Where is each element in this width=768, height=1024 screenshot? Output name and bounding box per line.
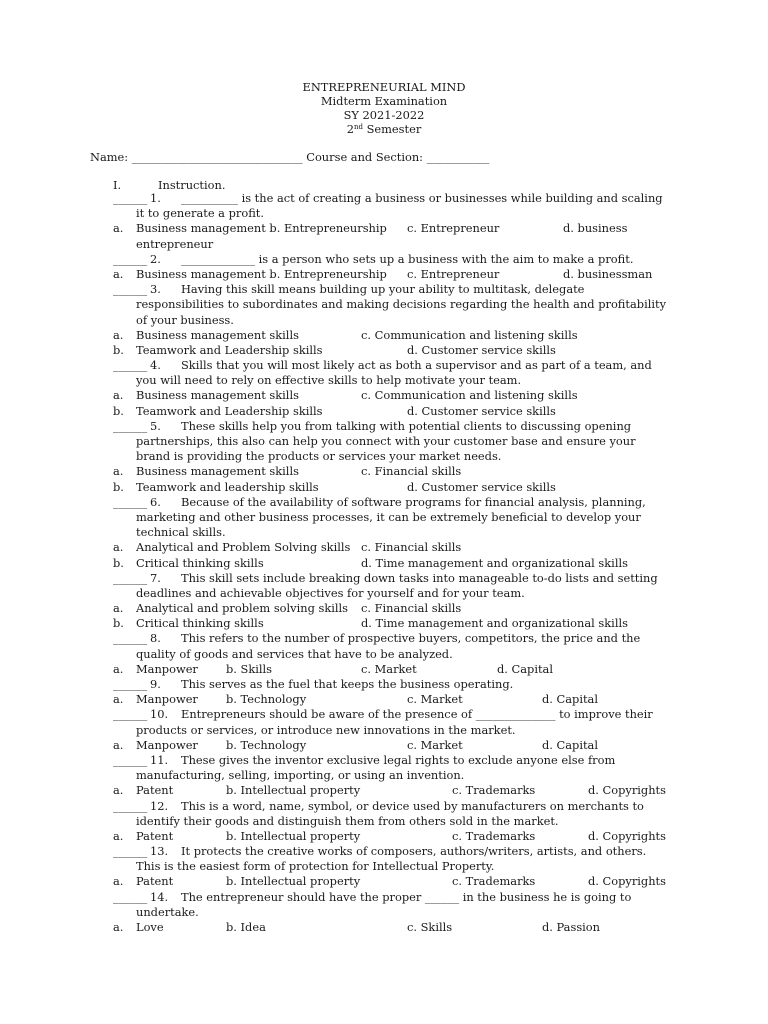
question-text-line: undertake.: [136, 904, 199, 919]
question-text-line: responsibilities to subordinates and making decisions regarding the health and profitability: [136, 297, 667, 312]
question-text-line: it to generate a profit.: [136, 206, 264, 221]
options-row: [0, 221, 768, 236]
question-text: __________ is the act of creating a business or businesses while building and scaling: [181, 191, 663, 205]
question-text-line: marketing and other business processes, it can be extremely beneficial to develop your: [136, 509, 641, 524]
option-choice[interactable]: d. business: [563, 221, 628, 236]
exam-header: [0, 80, 768, 136]
question-3: [0, 282, 768, 297]
options-row: [0, 404, 768, 419]
answer-blank[interactable]: ______: [113, 889, 148, 904]
option-choice[interactable]: c. Communication and listening skills: [361, 388, 578, 403]
question-text: This refers to the number of prospective buyers, competitors, the price and the: [181, 631, 641, 646]
instruction-roman: I.: [113, 178, 122, 192]
option-choice[interactable]: Teamwork and Leadership skills: [136, 403, 323, 418]
option-choice[interactable]: b. Idea: [226, 920, 266, 934]
option-choice[interactable]: b. Intellectual property: [226, 828, 361, 843]
option-choice[interactable]: c. Entrepreneur: [407, 266, 500, 281]
question-text-line: quality of goods and services that have to be analyzed.: [136, 646, 453, 661]
question-text: Because of the availability of software programs for financial analysis, planning,: [181, 494, 646, 509]
option-choice[interactable]: Manpower: [136, 661, 198, 676]
option-choice[interactable]: c. Market: [361, 661, 417, 676]
option-choice[interactable]: c. Market: [407, 737, 463, 752]
question-5: [0, 419, 768, 434]
option-choice[interactable]: Teamwork and leadership skills: [136, 479, 319, 494]
options-row: [0, 328, 768, 343]
options-row: [0, 738, 768, 753]
option-choice[interactable]: Critical thinking skills: [136, 555, 264, 570]
option-choice[interactable]: Analytical and problem solving skills: [136, 601, 349, 616]
answer-blank[interactable]: ______: [113, 251, 148, 266]
instruction-heading: [113, 178, 225, 192]
option-choice[interactable]: c. Trademarks: [452, 783, 536, 798]
question-text-line: This is the easiest form of protection for Intellectual Property.: [136, 859, 495, 874]
question-text-continued: [0, 434, 768, 449]
school-year: SY 2021-2022: [343, 108, 425, 122]
question-number: 9.: [150, 677, 161, 691]
question-2: [0, 252, 768, 267]
option-letter: b.: [113, 555, 124, 570]
option-choice[interactable]: c. Trademarks: [452, 828, 536, 843]
option-choice[interactable]: d. Customer service skills: [407, 342, 556, 357]
question-7: [0, 571, 768, 586]
question-number: 14.: [150, 889, 169, 904]
option-choice[interactable]: b. Technology: [226, 692, 307, 707]
answer-blank[interactable]: ______: [113, 631, 148, 646]
question-number: 1.: [150, 191, 161, 205]
question-8: [0, 631, 768, 646]
question-4: [0, 358, 768, 373]
question-text-continued: [0, 768, 768, 783]
option-choice[interactable]: Business management skills: [136, 464, 299, 479]
option-choice[interactable]: Business management b. Entrepreneurship: [136, 221, 387, 236]
option-choice[interactable]: d. Capital: [497, 661, 553, 676]
option-choice[interactable]: d. Customer service skills: [407, 403, 556, 418]
options-row: [0, 556, 768, 571]
option-choice[interactable]: Patent: [136, 783, 174, 798]
question-text-continued: [0, 313, 768, 328]
option-choice[interactable]: d. Time management and organizational skills: [361, 555, 628, 570]
question-text-line: deadlines and achievable objectives for yourself and for your team.: [136, 585, 525, 600]
answer-blank[interactable]: ______: [113, 752, 148, 767]
question-number: 8.: [150, 631, 161, 646]
answer-blank[interactable]: ______: [113, 570, 148, 585]
question-text-line: products or services, or introduce new innovations in the market.: [136, 722, 516, 737]
option-choice[interactable]: b. Intellectual property: [226, 783, 361, 798]
option-choice[interactable]: c. Market: [407, 692, 463, 707]
option-choice[interactable]: Critical thinking skills: [136, 616, 264, 631]
option-choice[interactable]: d. Time management and organizational skills: [361, 616, 628, 631]
option-choice[interactable]: c. Financial skills: [361, 540, 462, 555]
option-letter: b.: [113, 403, 124, 418]
question-text: This is a word, name, symbol, or device used by manufacturers on merchants to: [181, 798, 644, 813]
question-text-continued: [0, 723, 768, 738]
answer-blank[interactable]: ______: [113, 844, 148, 859]
options-row: [0, 464, 768, 479]
question-text: These skills help you from talking with potential clients to discussing opening: [181, 418, 632, 433]
option-choice[interactable]: Business management b. Entrepreneurship: [136, 266, 387, 281]
option-choice[interactable]: Manpower: [136, 737, 198, 752]
option-choice[interactable]: d. Passion: [542, 920, 601, 934]
instruction-label: Instruction.: [158, 178, 226, 192]
question-text-line: partnerships, this also can help you connect with your customer base and ensure your: [136, 434, 636, 448]
question-text-line: technical skills.: [136, 525, 226, 540]
question-text-continued: [0, 814, 768, 829]
option-letter: a.: [113, 221, 124, 236]
options-row: [0, 480, 768, 495]
semester: 2nd Semester: [346, 122, 422, 136]
name-course-line: Name: ______________________________ Course and Section: ___________: [90, 150, 490, 164]
option-choice[interactable]: d. Copyrights: [588, 874, 666, 889]
question-text-continued: [0, 449, 768, 464]
question-text: Skills that you will most likely act as both a supervisor and as part of a team, and: [181, 358, 652, 373]
option-letter: b.: [113, 342, 124, 357]
options-row: [0, 601, 768, 616]
question-text: _____________ is a person who sets up a business with the aim to make a profit.: [181, 251, 634, 266]
question-text: Entrepreneurs should be aware of the presence of ______________ to improve their: [181, 707, 653, 722]
question-number: 12.: [150, 798, 169, 813]
option-choice[interactable]: Business management skills: [136, 388, 299, 403]
option-choice[interactable]: Patent: [136, 828, 174, 843]
question-text-continued: [0, 586, 768, 601]
option-letter: a.: [113, 327, 124, 342]
question-number: 4.: [150, 358, 161, 373]
question-text-continued: [0, 373, 768, 388]
option-choice[interactable]: d. Capital: [542, 737, 598, 752]
option-letter: a.: [113, 828, 124, 843]
options-row: [0, 692, 768, 707]
option-choice[interactable]: Business management skills: [136, 327, 299, 342]
question-number: 3.: [150, 282, 161, 297]
question-text-continued: [0, 510, 768, 525]
option-choice[interactable]: d. Copyrights: [588, 828, 666, 843]
question-text: It protects the creative works of composers, authors/writers, artists, and others.: [181, 844, 647, 859]
option-letter: a.: [113, 661, 124, 676]
option-letter: a.: [113, 540, 124, 555]
question-text-continued: [0, 297, 768, 312]
option-choice[interactable]: c. Financial skills: [361, 464, 462, 479]
question-number: 2.: [150, 251, 161, 266]
option-letter: b.: [113, 479, 124, 494]
question-number: 13.: [150, 844, 169, 859]
option-choice[interactable]: c. Financial skills: [361, 601, 462, 616]
question-text: The entrepreneur should have the proper ______ in the business he is going to: [181, 889, 632, 904]
option-choice[interactable]: c. Entrepreneur: [407, 221, 500, 236]
options-row: [0, 237, 768, 252]
question-text-continued: [0, 525, 768, 540]
answer-blank[interactable]: ______: [113, 191, 148, 205]
answer-blank[interactable]: ______: [113, 798, 148, 813]
question-9: [0, 677, 768, 692]
option-letter: a.: [113, 783, 124, 798]
exam-type: Midterm Examination: [320, 94, 448, 108]
question-text-continued: [0, 647, 768, 662]
options-row: [0, 540, 768, 555]
question-number: 6.: [150, 494, 161, 509]
option-choice[interactable]: b. Intellectual property: [226, 874, 361, 889]
question-text-line: you will need to rely on effective skills to help motivate your team.: [136, 373, 522, 388]
option-choice[interactable]: Love: [136, 920, 164, 934]
options-row: [0, 267, 768, 282]
option-choice[interactable]: d. businessman: [563, 266, 653, 281]
question-11: [0, 753, 768, 768]
question-text-continued: [0, 206, 768, 221]
answer-blank[interactable]: ______: [113, 707, 148, 722]
option-choice[interactable]: b. Technology: [226, 737, 307, 752]
question-6: [0, 495, 768, 510]
question-text: This skill sets include breaking down tasks into manageable to-do lists and setting: [181, 570, 658, 585]
answer-blank[interactable]: ______: [113, 358, 148, 373]
question-text-line: identify their goods and distinguish them from others sold in the market.: [136, 813, 559, 828]
answer-blank[interactable]: ______: [113, 677, 148, 691]
option-choice[interactable]: c. Trademarks: [452, 874, 536, 889]
course-title: ENTREPRENEURIAL MIND: [302, 80, 466, 94]
question-text-line: of your business.: [136, 312, 234, 327]
option-letter: a.: [113, 388, 124, 403]
option-choice[interactable]: entrepreneur: [136, 236, 214, 251]
question-number: 5.: [150, 418, 161, 433]
option-choice[interactable]: b. Skills: [226, 661, 273, 676]
option-choice[interactable]: c. Communication and listening skills: [361, 327, 578, 342]
question-number: 11.: [150, 752, 169, 767]
options-row: [0, 920, 768, 935]
option-choice[interactable]: Analytical and Problem Solving skills: [136, 540, 351, 555]
options-row: [0, 343, 768, 358]
option-choice[interactable]: d. Copyrights: [588, 783, 666, 798]
question-list: [0, 191, 768, 935]
question-text-continued: [0, 905, 768, 920]
answer-blank[interactable]: ______: [113, 282, 148, 297]
question-text-continued: [0, 859, 768, 874]
options-row: [0, 783, 768, 798]
option-letter: b.: [113, 616, 124, 631]
question-text: These gives the inventor exclusive legal rights to exclude anyone else from: [181, 752, 616, 767]
option-choice[interactable]: d. Customer service skills: [407, 479, 556, 494]
question-number: 7.: [150, 570, 161, 585]
answer-blank[interactable]: ______: [113, 494, 148, 509]
option-choice[interactable]: Patent: [136, 874, 174, 889]
question-13: [0, 844, 768, 859]
options-row: [0, 388, 768, 403]
option-choice[interactable]: d. Capital: [542, 692, 598, 707]
option-choice[interactable]: c. Skills: [407, 920, 453, 934]
question-number: 10.: [150, 707, 169, 722]
options-row: [0, 662, 768, 677]
option-letter: a.: [113, 464, 124, 479]
option-letter: a.: [113, 266, 124, 281]
question-text-line: brand is providing the products or services your market needs.: [136, 449, 502, 464]
question-text-line: manufacturing, selling, importing, or using an invention.: [136, 768, 465, 783]
answer-blank[interactable]: ______: [113, 418, 148, 433]
options-row: [0, 616, 768, 631]
option-choice[interactable]: Teamwork and Leadership skills: [136, 342, 323, 357]
question-12: [0, 799, 768, 814]
option-letter: a.: [113, 737, 124, 752]
options-row: [0, 874, 768, 889]
question-text: Having this skill means building up your ability to multitask, delegate: [181, 282, 585, 297]
options-row: [0, 829, 768, 844]
option-letter: a.: [113, 874, 124, 889]
question-1: [0, 191, 768, 206]
question-10: [0, 707, 768, 722]
question-14: [0, 890, 768, 905]
question-text: This serves as the fuel that keeps the business operating.: [181, 677, 514, 691]
option-letter: a.: [113, 920, 124, 934]
option-letter: a.: [113, 692, 124, 707]
option-choice[interactable]: Manpower: [136, 692, 198, 707]
option-letter: a.: [113, 601, 124, 616]
